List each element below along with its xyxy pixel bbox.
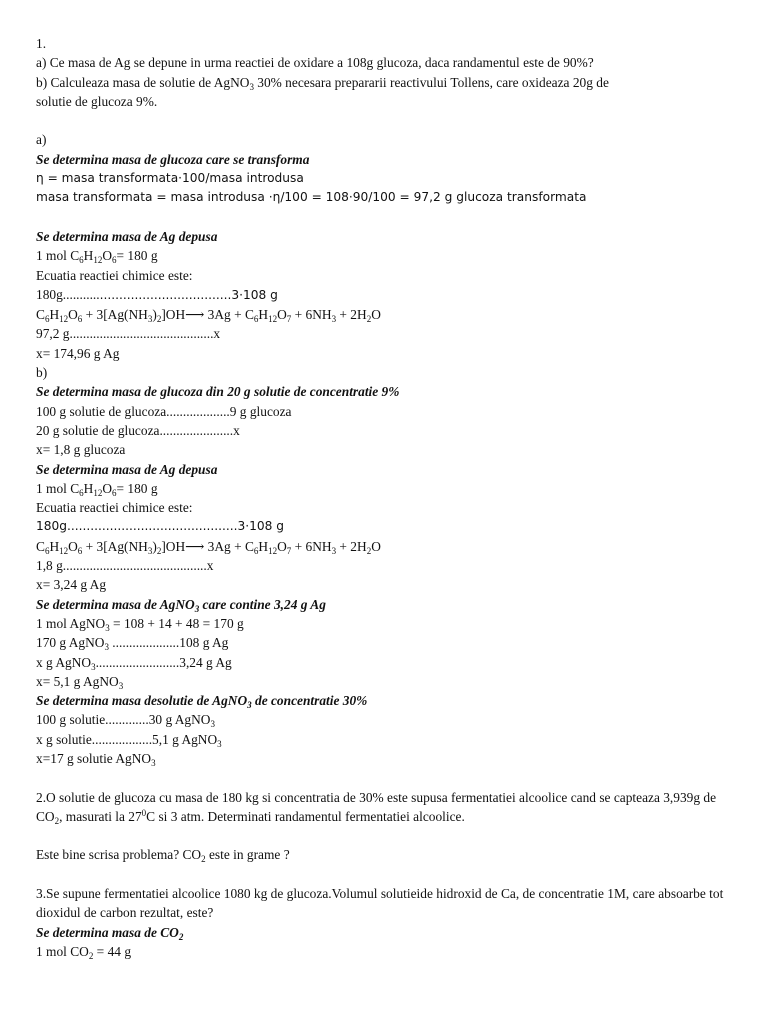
problem-1-number: 1.	[36, 36, 47, 51]
reaction-equation: $C_6H_{12}O_6$ + $3[Ag(NH_3)_2]OH⟶$ $3Ag + C_6H_{12}O_7 + 6NH_3 + 2H_2O$	[36, 307, 381, 325]
heading: Se determina masa de $CO_2$	[36, 924, 184, 942]
result-line: x= 174,96 g Ag	[36, 345, 120, 361]
stoich-line: x g solutie..................5,1 g AgNO$_3$	[36, 731, 222, 749]
heading: Se determina masa de AgNO$_3$ care contine 3,24 g Ag	[36, 596, 326, 614]
stoich-line: 100 g solutie de glucoza...................9 g glucoza	[36, 403, 292, 419]
formula-line: η = masa transformata·100/masa introdusa	[36, 171, 304, 186]
result-line: x=17 g solutie AgNO$_3$	[36, 750, 156, 768]
heading: Se determina masa de glucoza care se transforma	[36, 151, 310, 167]
stoich-line: 1,8 g...........................................x	[36, 558, 214, 574]
section-b-label: b)	[36, 365, 48, 381]
formula-line: masa transformata = masa introdusa ·η/100 = 108·90/100 = 97,2 g glucoza transformata	[36, 190, 587, 205]
result-line: x= 1,8 g glucoza	[36, 442, 126, 458]
mol-glucoza: 1 mol $C_6H_{12}O_6= 180$ g	[36, 248, 158, 266]
result-line: x= 5,1 g AgNO$_3$	[36, 673, 124, 691]
heading: Se determina masa de glucoza din 20 g solutie de concentratie 9%	[36, 384, 400, 400]
molar-mass-line: 1 mol $CO_2 = 44$ g	[36, 943, 132, 961]
heading: Se determina masa de Ag depusa	[36, 461, 218, 477]
question-line: Este bine scrisa problema? $CO_2$ este in grame ?	[36, 847, 290, 865]
stoich-line: 20 g solutie de glucoza......................x	[36, 422, 240, 438]
equation-intro: Ecuatia reactiei chimice este:	[36, 267, 193, 283]
stoich-line: x g AgNO$_3$.........................3,24 g Ag	[36, 654, 232, 672]
heading: Se determina masa desolutie de AgNO$_3$ de concentratie 30%	[36, 693, 368, 711]
molar-mass-line: 1 mol AgNO$_3$ = 108 + 14 + 48 = 170 g	[36, 615, 244, 633]
heading: Se determina masa de Ag depusa	[36, 228, 218, 244]
section-a-label: a)	[36, 132, 47, 148]
equation-intro: Ecuatia reactiei chimice este:	[36, 500, 193, 516]
stoich-line: 170 g AgNO$_3$ ....................108 g Ag	[36, 635, 229, 653]
result-line: x= 3,24 g Ag	[36, 577, 107, 593]
reaction-equation: $C_6H_{12}O_6$ + $3[Ag(NH_3)_2]OH⟶$ $3Ag + C_6H_{12}O_7 + 6NH_3 + 2H_2O$	[36, 538, 381, 556]
problem-1b-cont: solutie de glucoza 9%.	[36, 93, 158, 109]
mol-glucoza: 1 mol $C_6H_{12}O_6= 180$ g	[36, 480, 158, 498]
problem-1b: b) Calculeaza masa de solutie de AgNO$_3$ 30% necesara prepararii reactivului Tollens, care oxideaza 20g de	[36, 74, 609, 92]
problem-1a: a) Ce masa de Ag se depune in urma reactiei de oxidare a 108g glucoza, daca randamentul este de 90%?	[36, 55, 594, 71]
stoich-line: 180g.............................................3·108 g	[36, 286, 278, 302]
stoich-line: 100 g solutie.............30 g AgNO$_3$	[36, 712, 215, 730]
problem-2: 2.O solutie de glucoza cu masa de 180 kg si concentratia de 30% este supusa fermentatiei alcoolice cand se capteaza 3,939g de $CO_2$, masurati la $27^0C$ si 3 atm. Determinati randamentul fermentatiei alcoolice.	[36, 789, 717, 826]
problem-3: 3.Se supune fermentatiei alcoolice 1080 kg de glucoza.Volumul solutieide hidroxid de Ca, de concentratie 1M, care absoarbe tot dioxidul de carbon rezultat, este?	[36, 886, 724, 921]
stoich-line: 97,2 g...........................................x	[36, 326, 221, 342]
stoich-line: 180g............................................3·108 g	[36, 519, 284, 534]
